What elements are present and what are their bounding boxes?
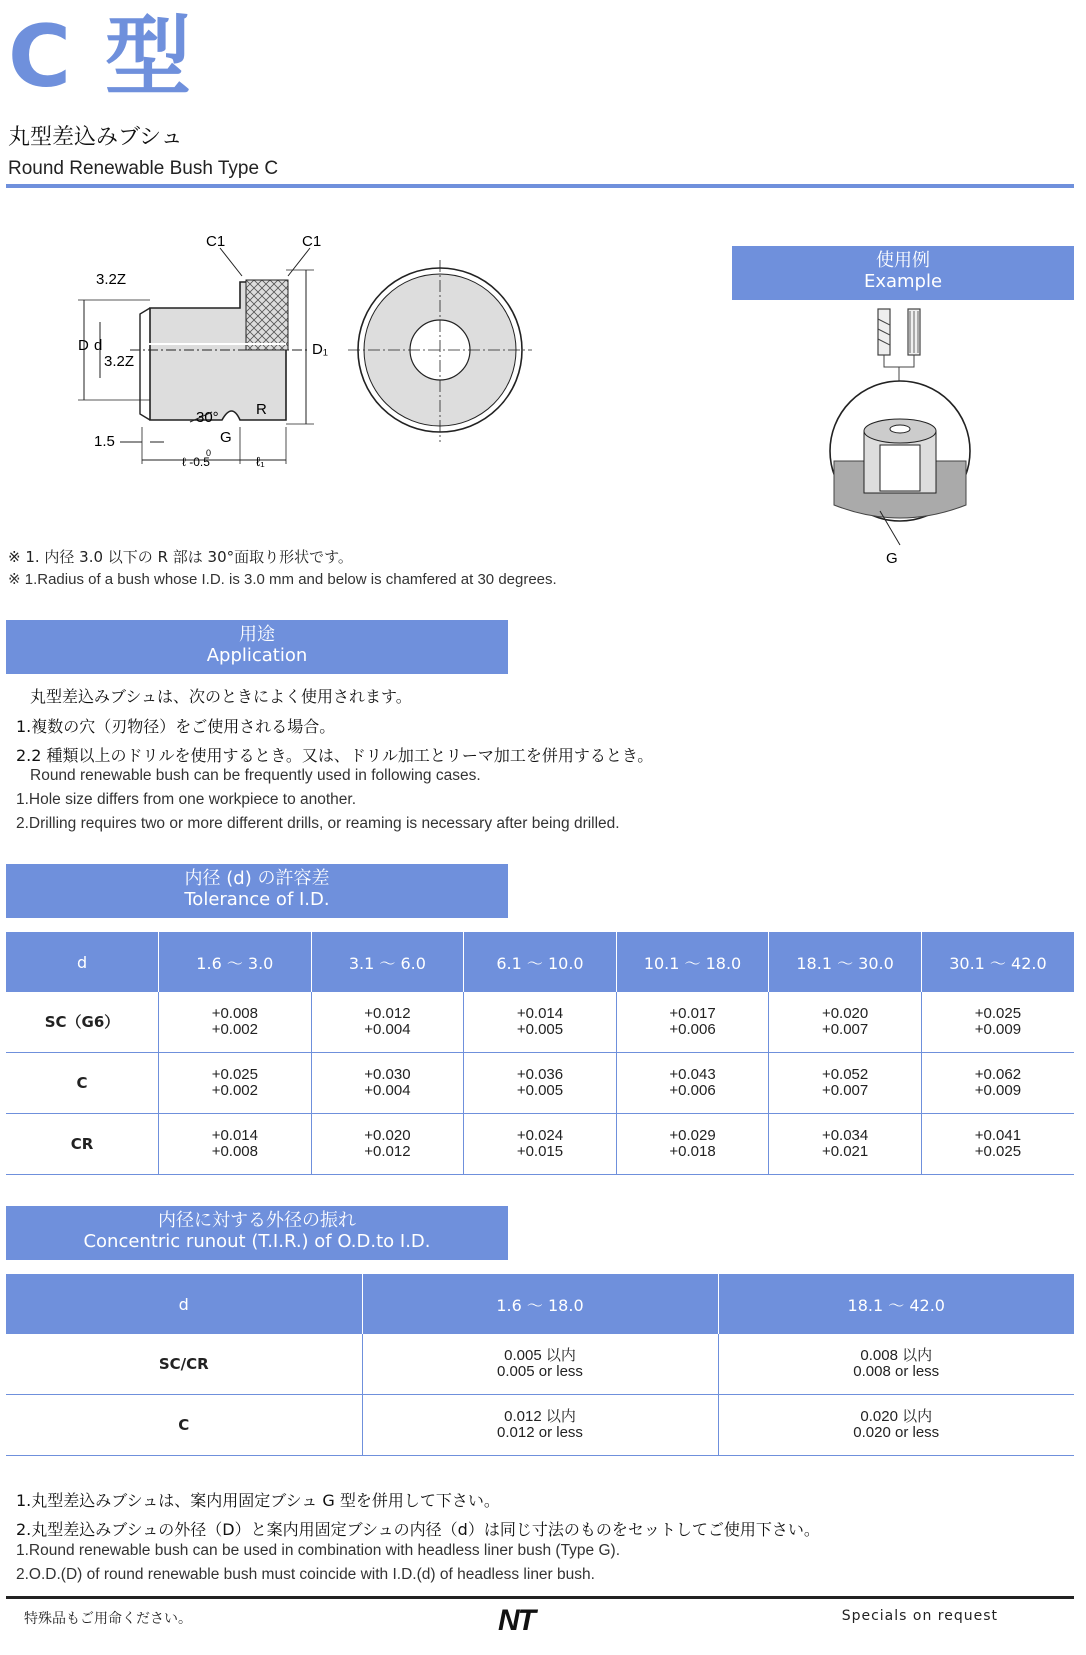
g-label: G	[220, 429, 232, 446]
tolerance-band	[6, 864, 508, 918]
angle-label: 30°	[196, 409, 219, 426]
lower-value: +0.005	[516, 1021, 564, 1038]
lower-value: +0.012	[364, 1143, 411, 1160]
table-cell	[159, 1114, 312, 1175]
upper-value: +0.034	[821, 1127, 869, 1144]
application-line-en-0: Round renewable bush can be frequently used in following cases.	[30, 767, 481, 784]
tolerance-header-cell: 10.1 ～ 18.0	[616, 932, 769, 992]
table-row	[6, 1334, 1074, 1395]
value-jp: 0.020 以内	[860, 1408, 933, 1425]
table-cell	[159, 1053, 312, 1114]
tolerance-header-row	[6, 932, 1074, 992]
c1-right-label: C1	[302, 233, 322, 250]
table-row	[6, 1053, 1074, 1114]
lower-value: +0.005	[516, 1082, 564, 1099]
lower-value: +0.021	[821, 1143, 869, 1160]
table-cell	[362, 1395, 718, 1456]
dim-d-label: d	[94, 337, 103, 354]
value-jp: 0.008 以内	[860, 1347, 933, 1364]
note-en: ※ 1.Radius of a bush whose I.D. is 3.0 mm and below is chamfered at 30 degrees.	[8, 571, 557, 588]
l1-label: ℓ₁	[256, 454, 265, 469]
upper-value: +0.020	[364, 1127, 411, 1144]
subtitle-jp: 丸型差込みブシュ	[8, 125, 183, 150]
l-tol-label: ℓ -0.5	[182, 455, 210, 469]
table-cell	[311, 1114, 464, 1175]
note-jp: ※ 1. 内径 3.0 以下の R 部は 30°面取り形状です。	[8, 548, 353, 566]
upper-value: +0.043	[669, 1066, 716, 1083]
upper-value: +0.029	[669, 1127, 716, 1144]
roughness-top-label: 3.2Z	[96, 271, 127, 288]
tolerance-header-cell: 1.6 ～ 3.0	[159, 932, 312, 992]
runout-header-cell: 18.1 ～ 42.0	[718, 1274, 1074, 1334]
runout-band	[6, 1206, 508, 1260]
lower-value: +0.006	[669, 1021, 716, 1038]
application-band	[6, 620, 508, 674]
upper-value: +0.012	[364, 1005, 411, 1022]
tolerance-table	[6, 932, 1074, 1175]
tolerance-header-cell: 18.1 ～ 30.0	[769, 932, 922, 992]
lower-value: +0.006	[669, 1082, 716, 1099]
table-cell	[464, 992, 617, 1053]
table-cell	[464, 1053, 617, 1114]
radius-label: R	[256, 401, 267, 418]
example-title-jp: 使用例	[876, 250, 930, 271]
lower-value: +0.007	[821, 1082, 869, 1099]
bottom-note-jp-1: 2.丸型差込みブシュの外径（D）と案内用固定ブシュの内径（d）は同じ寸法のものをセットしてご使用下さい。	[16, 1520, 820, 1539]
table-cell	[769, 1053, 922, 1114]
tolerance-header-cell: 3.1 ～ 6.0	[311, 932, 464, 992]
dim-1-5-label: 1.5	[94, 433, 115, 450]
value-jp: 0.005 以内	[504, 1347, 576, 1364]
application-line-jp-0: 丸型差込みブシュは、次のときによく使用されます。	[30, 687, 412, 706]
application-line-en-2: 2.Drilling requires two or more different drills, or reaming is necessary after being drilled.	[16, 815, 620, 832]
upper-value: +0.052	[821, 1066, 869, 1083]
example-g-label: G	[886, 550, 898, 565]
runout-title-jp: 内径に対する外径の振れ	[158, 1210, 356, 1231]
table-cell	[464, 1114, 617, 1175]
lower-value: +0.002	[211, 1021, 258, 1038]
table-cell	[311, 1053, 464, 1114]
upper-value: +0.014	[211, 1127, 258, 1144]
value-jp: 0.012 以内	[504, 1408, 576, 1425]
runout-header-cell: 1.6 ～ 18.0	[362, 1274, 718, 1334]
dim-D1-label: D₁	[312, 341, 328, 358]
lower-value: +0.025	[974, 1143, 1022, 1160]
runout-table	[6, 1274, 1074, 1456]
upper-value: +0.024	[516, 1127, 564, 1144]
upper-value: +0.062	[974, 1066, 1022, 1083]
upper-value: +0.025	[211, 1066, 258, 1083]
value-en: 0.005 or less	[497, 1363, 583, 1380]
table-row	[6, 1114, 1074, 1175]
value-en: 0.020 or less	[853, 1424, 940, 1441]
roughness-bottom-label: 3.2Z	[104, 353, 135, 370]
table-cell	[362, 1334, 718, 1395]
l-tol-top-label: 0	[206, 448, 212, 458]
value-en: 0.012 or less	[497, 1424, 583, 1441]
upper-value: +0.025	[974, 1005, 1022, 1022]
table-cell	[769, 1114, 922, 1175]
footer-right-text: Specials on request	[841, 1608, 998, 1624]
table-cell	[616, 1114, 769, 1175]
lower-value: +0.002	[211, 1082, 258, 1099]
tolerance-header-cell: 30.1 ～ 42.0	[921, 932, 1074, 992]
table-cell	[159, 992, 312, 1053]
row-label: C	[6, 1053, 159, 1114]
table-cell	[921, 992, 1074, 1053]
bush-drawing	[70, 232, 590, 492]
footer-rule	[6, 1596, 1074, 1599]
table-cell	[718, 1395, 1074, 1456]
example-illustration	[820, 305, 990, 565]
application-line-jp-1: 1.複数の穴（刃物径）をご使用される場合。	[16, 717, 336, 736]
upper-value: +0.020	[821, 1005, 869, 1022]
table-cell	[311, 992, 464, 1053]
bottom-note-en-1: 2.O.D.(D) of round renewable bush must coincide with I.D.(d) of headless liner bush.	[16, 1566, 595, 1583]
row-label: SC（G6）	[6, 992, 159, 1053]
bottom-note-en-0: 1.Round renewable bush can be used in combination with headless liner bush (Type G).	[16, 1542, 621, 1559]
tolerance-title-jp: 内径 (d) の許容差	[184, 868, 330, 889]
tolerance-header-cell: d	[6, 932, 159, 992]
tolerance-header-cell: 6.1 ～ 10.0	[464, 932, 617, 992]
application-title-jp: 用途	[239, 624, 275, 645]
row-label: C	[6, 1395, 362, 1456]
runout-title-en: Concentric runout (T.I.R.) of O.D.to I.D.	[83, 1231, 431, 1252]
knurl-area	[246, 280, 288, 350]
table-cell	[616, 1053, 769, 1114]
application-title-en: Application	[206, 645, 308, 666]
application-line-jp-2: 2.2 種類以上のドリルを使用するとき。又は、ドリル加工とリーマ加工を併用するとき。	[16, 746, 654, 765]
subtitle-en: Round Renewable Bush Type C	[8, 158, 279, 179]
table-cell	[718, 1334, 1074, 1395]
row-label: SC/CR	[6, 1334, 362, 1395]
lower-value: +0.018	[669, 1143, 716, 1160]
lower-value: +0.008	[211, 1143, 258, 1160]
dim-D-label: D	[78, 337, 89, 354]
runout-header-row	[6, 1274, 1074, 1334]
lower-value: +0.009	[974, 1021, 1022, 1038]
lower-value: +0.009	[974, 1082, 1022, 1099]
example-band	[732, 246, 1074, 300]
row-label: CR	[6, 1114, 159, 1175]
footer-left-text: 特殊品もご用命ください。	[24, 1611, 192, 1627]
upper-value: +0.017	[669, 1005, 716, 1022]
lower-value: +0.004	[364, 1021, 411, 1038]
c1-left-label: C1	[206, 233, 226, 250]
nt-logo: NT	[498, 1604, 534, 1637]
lower-value: +0.015	[516, 1143, 564, 1160]
runout-header-cell: d	[6, 1274, 362, 1334]
upper-value: +0.036	[516, 1066, 564, 1083]
application-line-en-1: 1.Hole size differs from one workpiece to another.	[16, 791, 357, 808]
table-cell	[616, 992, 769, 1053]
table-cell	[921, 1114, 1074, 1175]
table-cell	[769, 992, 922, 1053]
value-en: 0.008 or less	[853, 1363, 940, 1380]
table-cell	[921, 1053, 1074, 1114]
tolerance-title-en: Tolerance of I.D.	[184, 889, 330, 910]
bottom-note-jp-0: 1.丸型差込みブシュは、案内用固定ブシュ G 型を併用して下さい。	[16, 1491, 500, 1510]
page-title: C 型	[8, 7, 194, 107]
table-row	[6, 992, 1074, 1053]
upper-value: +0.030	[364, 1066, 411, 1083]
upper-value: +0.014	[516, 1005, 564, 1022]
lower-value: +0.007	[821, 1021, 869, 1038]
upper-value: +0.041	[974, 1127, 1022, 1144]
lower-value: +0.004	[364, 1082, 411, 1099]
table-row	[6, 1395, 1074, 1456]
header-rule	[6, 184, 1074, 188]
upper-value: +0.008	[211, 1005, 258, 1022]
example-title-en: Example	[863, 271, 943, 292]
